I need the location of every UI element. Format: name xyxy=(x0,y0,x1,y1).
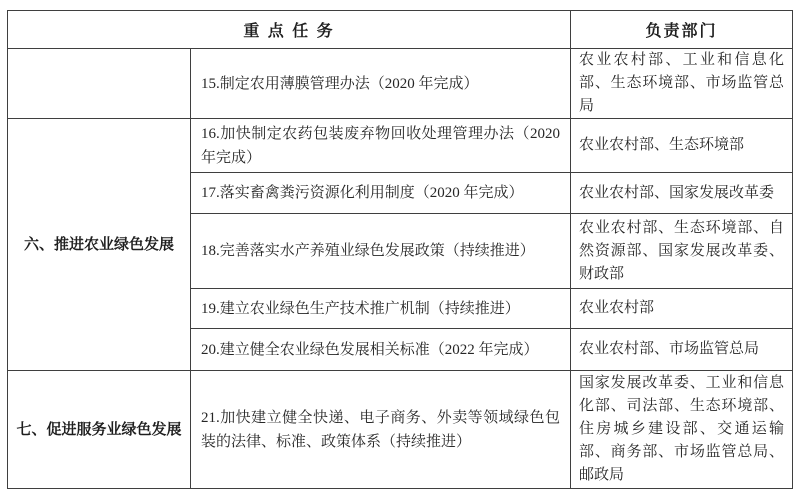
table-row xyxy=(8,119,793,173)
section-cell-six: 六、推进农业绿色发展 xyxy=(8,119,191,371)
task-cell: 18.完善落实水产养殖业绿色发展政策（持续推进） xyxy=(191,214,571,289)
table-row xyxy=(8,49,793,119)
department-cell: 农业农村部 xyxy=(571,289,793,329)
column-header-tasks: 重 点 任 务 xyxy=(8,11,571,49)
department-cell: 农业农村部、市场监管总局 xyxy=(571,329,793,371)
department-cell: 农业农村部、生态环境部 xyxy=(571,119,793,173)
task-cell: 21.加快建立健全快递、电子商务、外卖等领域绿色包装的法律、标准、政策体系（持续推进） xyxy=(191,371,571,489)
task-cell: 17.落实畜禽粪污资源化利用制度（2020 年完成） xyxy=(191,173,571,214)
department-cell: 农业农村部、国家发展改革委 xyxy=(571,173,793,214)
task-cell: 19.建立农业绿色生产技术推广机制（持续推进） xyxy=(191,289,571,329)
task-cell: 15.制定农用薄膜管理办法（2020 年完成） xyxy=(191,49,571,119)
table-row xyxy=(8,371,793,489)
department-cell: 国家发展改革委、工业和信息化部、司法部、生态环境部、住房城乡建设部、交通运输部、商务部、市场监管总局、邮政局 xyxy=(571,371,793,489)
task-cell: 20.建立健全农业绿色发展相关标准（2022 年完成） xyxy=(191,329,571,371)
column-header-departments: 负责部门 xyxy=(571,11,793,49)
section-cell-seven: 七、促进服务业绿色发展 xyxy=(8,371,191,489)
section-cell-empty xyxy=(8,49,191,119)
department-cell: 农业农村部、生态环境部、自然资源部、国家发展改革委、财政部 xyxy=(571,214,793,289)
task-cell: 16.加快制定农药包装废弃物回收处理管理办法（2020 年完成） xyxy=(191,119,571,173)
department-cell: 农业农村部、工业和信息化部、生态环境部、市场监管总局 xyxy=(571,49,793,119)
table-header-row xyxy=(8,11,793,49)
key-tasks-table xyxy=(7,10,793,489)
